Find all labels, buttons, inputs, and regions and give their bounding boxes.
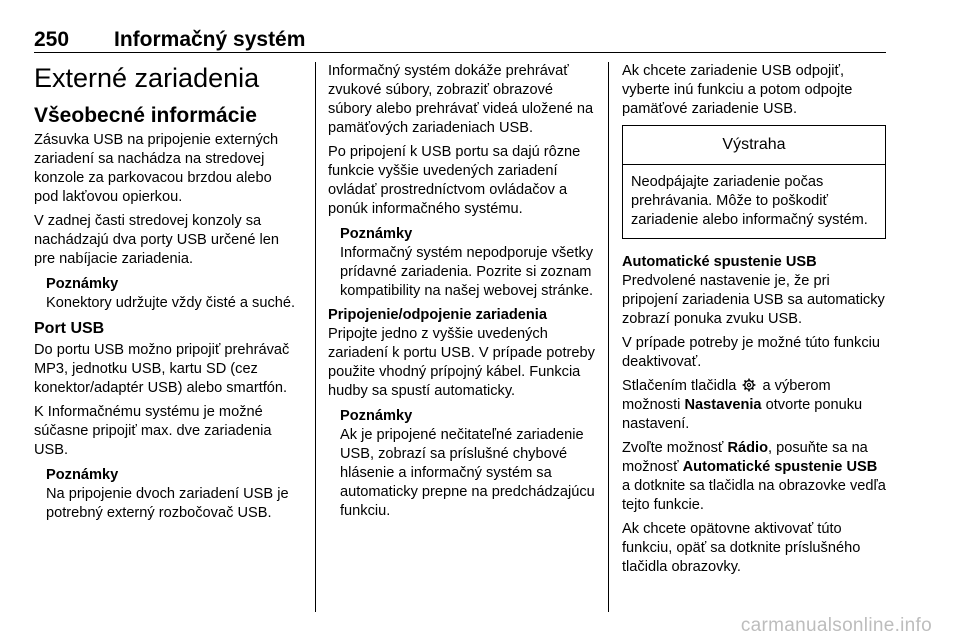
text-run: a výberom možnosti: [622, 378, 831, 413]
paragraph: Zásuvka USB na pripojenie externých zariadení sa nachádza na stredovej konzole za parkovacou brzdou alebo pod lakťovou opierkou.: [34, 132, 279, 205]
subsection-title-general: Všeobecné informácie: [34, 104, 257, 127]
page-header: [34, 28, 886, 52]
note-title: Poznámky: [46, 276, 119, 292]
paragraph: V zadnej časti stredovej konzoly sa nachádzajú dva porty USB určené len pre nabíjacie zariadenia.: [34, 213, 280, 267]
note-title: Poznámky: [340, 226, 413, 242]
page-number: 250: [34, 28, 70, 51]
text-run: Zvoľte možnosť: [622, 440, 724, 456]
paragraph: Ak chcete zariadenie USB odpojiť, vyberte inú funkciu a potom odpojte pamäťové zariadenie USB.: [622, 63, 853, 117]
paragraph: V prípade potreby je možné túto funkciu deaktivovať.: [622, 335, 880, 370]
column-divider-2: [608, 62, 609, 612]
column-3: [622, 62, 886, 582]
section-title: Externé zariadenia: [34, 63, 260, 93]
warning-title: Výstraha: [623, 126, 885, 165]
column-1: [34, 62, 300, 528]
note-text: Konektory udržujte vždy čisté a suché.: [46, 295, 296, 311]
usb-autostart-label: Automatické spustenie USB: [682, 459, 878, 475]
paragraph: Po pripojení k USB portu sa dajú rôzne funkcie vyššie uvedených zariadení ovládať prostredníctvom ovládačov a ponúk informačného systému.: [328, 144, 581, 217]
note: [340, 225, 598, 301]
note-title: Poznámky: [46, 467, 119, 483]
paragraph-radio: [622, 439, 886, 515]
note-text: Na pripojenie dvoch zariadení USB je potrebný externý rozbočovač USB.: [46, 486, 289, 521]
settings-label: Nastavenia: [684, 397, 762, 413]
column-divider-1: [315, 62, 316, 612]
note-text: Informačný systém nepodporuje všetky prídavné zariadenia. Pozrite si zoznam kompatibility na našej webovej stránke.: [340, 245, 594, 299]
paragraph-settings: [622, 377, 886, 434]
gear-icon: [742, 378, 756, 392]
warning-text: Neodpájajte zariadenie počas prehrávania. Môže to poškodiť zariadenie alebo informačný systém.: [631, 174, 868, 228]
note: [46, 275, 300, 313]
warning-box: [622, 125, 886, 239]
text-run: , posuňte sa na možnosť: [622, 440, 868, 475]
paragraph: Informačný systém dokáže prehrávať zvukové súbory, zobraziť obrazové súbory alebo prehrávať videá uložené na pamäťových zariadeniach USB.: [328, 63, 594, 136]
column-2: [328, 62, 598, 526]
text-run: a dotknite sa tlačidla na obrazovke vedľa tejto funkcie.: [622, 478, 886, 513]
watermark: carmanualsonline.info: [740, 615, 932, 636]
note: [46, 466, 300, 523]
note-text: Ak je pripojené nečitateľné zariadenie USB, zobrazí sa príslušné chybové hlásenie a informačný systém sa automaticky prepne na predchádzajúcu funkciu.: [340, 427, 595, 519]
paragraph: Ak chcete opätovne aktivovať túto funkciu, opäť sa dotknite príslušného tlačidla obrazovky.: [622, 521, 861, 575]
heading-connect-disconnect: Pripojenie/odpojenie zariadenia: [328, 307, 547, 323]
running-title: Informačný systém: [114, 28, 306, 51]
subsection-title-usb-port: Port USB: [34, 320, 105, 337]
header-rule: [34, 52, 886, 53]
paragraph: K Informačnému systému je možné súčasne pripojiť max. dve zariadenia USB.: [34, 404, 272, 458]
radio-label: Rádio: [727, 440, 768, 456]
text-run: otvorte ponuku nastavení.: [622, 397, 863, 432]
paragraph: Predvolené nastavenie je, že pri pripojení zariadenia USB sa automaticky zobrazí ponuka zvuku USB.: [622, 273, 885, 327]
heading-usb-autostart: Automatické spustenie USB: [622, 254, 817, 270]
paragraph: Do portu USB možno pripojiť prehrávač MP3, jednotku USB, kartu SD (cez konektor/adaptér USB) alebo smartfón.: [34, 342, 290, 396]
paragraph: Pripojte jedno z vyššie uvedených zariadení k portu USB. V prípade potreby použite vhodný prípojný kábel. Funkcia hudby sa spustí automaticky.: [328, 326, 595, 399]
note-title: Poznámky: [340, 408, 413, 424]
text-run: Stlačením tlačidla: [622, 378, 737, 394]
note: [340, 407, 598, 521]
